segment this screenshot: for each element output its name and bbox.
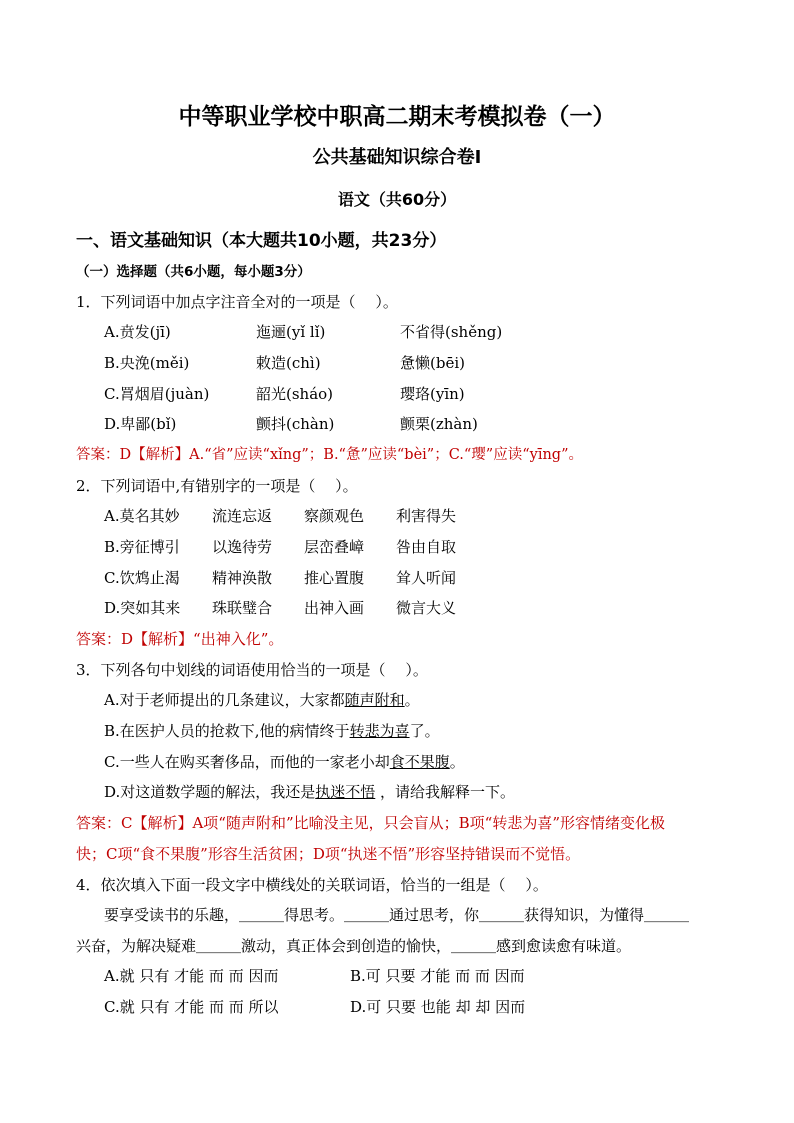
paper-subtitle: 公共基础知识综合卷Ⅰ — [312, 147, 482, 168]
option-cell: 不省得(shěng) — [400, 323, 503, 341]
question-4-stem: 4．依次填入下面一段文字中横线处的关联词语，恰当的一组是（ ）。 — [76, 876, 548, 894]
section-heading: 一、语文基础知识（本大题共10小题，共23分） — [76, 231, 447, 251]
option-text: D.对这道数学题的解法，我还是 — [104, 783, 316, 801]
question-2-stem: 2．下列词语中,有错别字的一项是（ ）。 — [76, 477, 358, 495]
option-cell: 珠联璧合 — [212, 599, 273, 617]
option-cell: 颤抖(chàn) — [256, 415, 335, 433]
option-text: 了。 — [409, 722, 440, 740]
page-title: 中等职业学校中职高二期末考模拟卷（一） — [178, 104, 616, 130]
question-3-option-b — [104, 722, 440, 740]
option-cell: 耸人听闻 — [396, 569, 457, 587]
question-4-option-b: B.可 只要 才能 而 而 因而 — [350, 967, 525, 985]
question-4-passage-line-1: 要享受读书的乐趣，＿＿＿得思考。＿＿＿通过思考，你＿＿＿获得知识，为懂得＿＿＿ — [104, 906, 690, 924]
option-cell: D.卑鄙(bǐ) — [104, 415, 177, 433]
subsection-heading: （一）选择题（共6小题，每小题3分） — [76, 264, 311, 280]
option-text: B.在医护人员的抢救下,他的病情终于 — [104, 722, 350, 740]
question-3-option-c — [104, 753, 465, 771]
option-text: C.一些人在购买奢侈品，而他的一家老小却 — [104, 753, 390, 771]
option-cell: 推心置腹 — [304, 569, 365, 587]
option-cell: 咎由自取 — [396, 538, 457, 556]
option-cell: 惫懒(bēi) — [400, 354, 465, 372]
option-cell: 敕造(chì) — [256, 354, 321, 372]
question-4-option-c: C.就 只有 才能 而 而 所以 — [104, 998, 279, 1016]
option-text: 。 — [404, 691, 420, 709]
option-cell: 层峦叠嶂 — [304, 538, 365, 556]
option-cell: 利害得失 — [396, 507, 457, 525]
option-cell: 察颜观色 — [304, 507, 365, 525]
underlined-term: 随声附和 — [344, 691, 405, 709]
question-4-option-d: D.可 只要 也能 却 却 因而 — [350, 998, 526, 1016]
question-3-stem: 3．下列各句中划线的词语使用恰当的一项是（ ）。 — [76, 661, 428, 679]
question-1-stem: 1．下列词语中加点字注音全对的一项是（ ）。 — [76, 293, 398, 311]
option-cell: 韶光(sháo) — [256, 385, 334, 403]
option-cell: 以逸待劳 — [212, 538, 273, 556]
option-text: ，请给我解释一下。 — [375, 783, 516, 801]
question-3-option-a — [104, 691, 420, 709]
option-cell: 迤逦(yǐ lǐ) — [256, 323, 326, 341]
option-text: A.对于老师提出的几条建议，大家都 — [104, 691, 345, 709]
option-cell: A.贲发(jī) — [104, 323, 171, 341]
option-cell: 颤栗(zhàn) — [400, 415, 478, 433]
question-3-option-d — [104, 783, 515, 801]
option-cell: C.罥烟眉(juàn) — [104, 385, 210, 403]
option-text: 。 — [449, 753, 465, 771]
question-3-answer-line-2: 快；C项“食不果腹”形容生活贫困；D项“执迷不悟”形容坚持错误而不觉悟。 — [76, 845, 581, 863]
option-cell: 璎珞(yīn) — [400, 385, 465, 403]
underlined-term: 食不果腹 — [389, 753, 450, 771]
option-cell: 微言大义 — [396, 599, 457, 617]
option-cell: B.央浼(měi) — [104, 354, 190, 372]
option-cell: D.突如其来 — [104, 599, 181, 617]
question-4-passage-line-2: 兴奋，为解决疑难＿＿＿激动，真正体会到创造的愉快，＿＿＿感到愈读愈有味道。 — [76, 937, 632, 955]
question-4-option-a: A.就 只有 才能 而 而 因而 — [104, 967, 279, 985]
option-cell: B.旁征博引 — [104, 538, 180, 556]
underlined-term: 转悲为喜 — [349, 722, 410, 740]
option-cell: A.莫名其妙 — [104, 507, 180, 525]
question-3-answer-line-1: 答案：C【解析】A项“随声附和”比喻没主见，只会盲从；B项“转悲为喜”形容情绪变化极 — [76, 814, 666, 832]
question-1-answer: 答案：D【解析】A.“省”应读“xǐng”；B.“惫”应读“bèi”；C.“璎”应读“yīng”。 — [76, 447, 583, 463]
underlined-term: 执迷不悟 — [315, 783, 376, 801]
option-cell: C.饮鸩止渴 — [104, 569, 180, 587]
subject-heading: 语文（共60分） — [337, 190, 457, 209]
option-cell: 出神入画 — [304, 599, 365, 617]
option-cell: 流连忘返 — [212, 507, 273, 525]
question-2-answer: 答案：D【解析】“出神入化”。 — [76, 630, 284, 648]
option-cell: 精神涣散 — [212, 569, 273, 587]
